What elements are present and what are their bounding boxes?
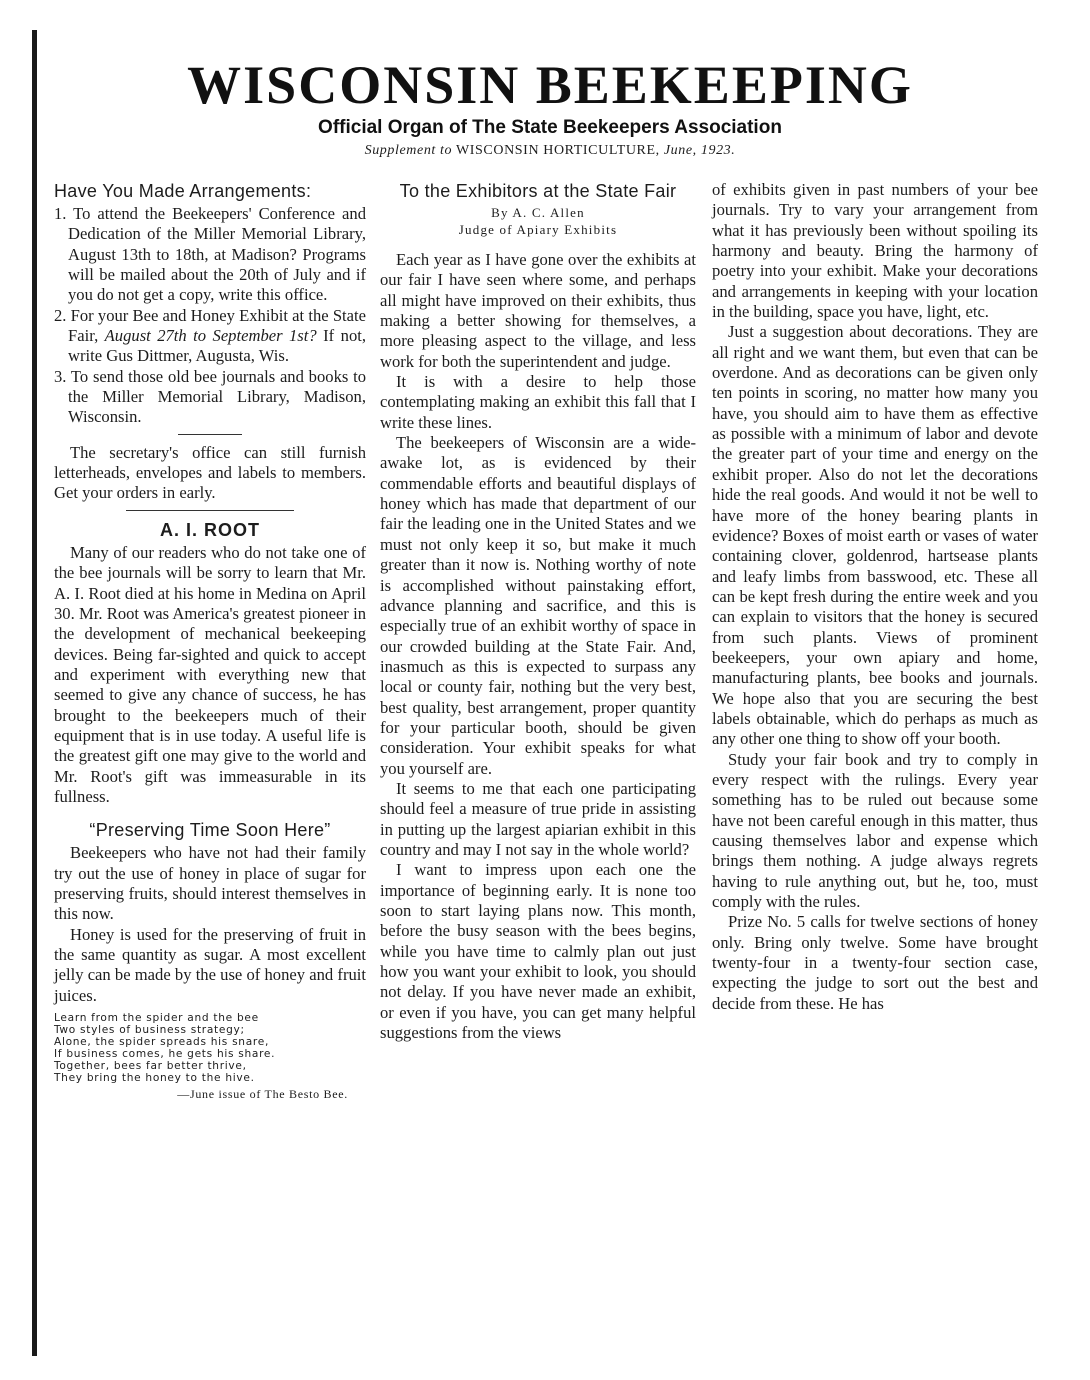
arrangements-item-2 xyxy=(54,306,366,367)
exhibitors-paragraph-6: of exhibits given in past numbers of your bee journals. Try to vary your arrangement from what it has previously been without spoiling its harmony and beauty. Bring the harmony of poetry into your exhibit. Make your decorations and arrangements in keeping with your location in the building, space you have, light, etc. xyxy=(712,180,1038,322)
spacer xyxy=(54,807,366,819)
column-left xyxy=(54,180,366,1102)
arrangements-list xyxy=(54,204,366,428)
divider xyxy=(178,434,242,435)
divider xyxy=(126,510,294,511)
supplement-date: June, 1923. xyxy=(663,143,736,158)
stationery-notice: The secretary's office can still furnish letterheads, envelopes and labels to members. Get your orders in early. xyxy=(54,442,366,503)
item2-text: 2. For your Bee and Honey Exhibit at the State Fair, xyxy=(54,305,366,346)
exhibitors-paragraph-5: I want to impress upon each one the importance of beginning early. It is none too soon to start laying plans now. This month, before the busy season with the bees begins, while you have time to calmly plan out just how you want your exhibit to look, you should not delay. If you have never made an exhibit, or even if you have, you can get many helpful suggestions from the views xyxy=(380,860,696,1043)
item2-contact: If not, write Gus Dittmer, Augusta, Wis. xyxy=(68,326,366,366)
exhibitors-paragraph-7: Just a suggestion about decorations. They are all right and we want them, but even that can be overdone. And as decorations can be given only ten points in scoring, no matter how many you have, you should aim to have them as effective as possible with a minimum of labor and devote the greater part of your time and energy on the exhibit proper. Also do not let the decorations hide the real goods. And would it not be well to have more of the honey bearing plants in evidence? Boxes of moist earth or vases of water containing clover, goldenrod, hartsease plants and leafy limbs from basswood, etc. These all can be kept fresh during the entire week and you can explain to visitors that the honey is secured from such plants. Views of prominent beekeepers, your own apiary and home, manufacturing plants, bee books and journals. We hope also that you are securing the best labels obtainable, which do perhaps as much as any other one thing to show off your booth. xyxy=(712,322,1038,749)
poem-line: If business comes, he gets his share. xyxy=(54,1048,276,1061)
exhibitors-paragraph-9: Prize No. 5 calls for twelve sections of honey only. Bring only twelve. Some have brought twenty-four in a twenty-four section case, expecting the judge to sort out the best and decide from these. He has xyxy=(712,912,1038,1013)
exhibitors-paragraph-3: The beekeepers of Wisconsin are a wide-awake lot, as is evidenced by their commendable efforts and beautiful displays of honey which has made that department of our fair the leading one in the United States and we must not only keep it so, but make it much greater than it now is. Nothing worthy of note is accomplished without painstaking effort, advance planning and sacrifice, and this is especially true of an exhibit worthy of space in our crowded building at the State Fair. And, inasmuch as this is expected to surpass any local or county fair, nothing but the very best, best quality, best arrangement, proper quantity for your particular booth, should be given consideration. Your exhibit speaks for what you yourself are. xyxy=(380,433,696,778)
poem-line: Alone, the spider spreads his snare, xyxy=(54,1036,270,1049)
masthead-title: WISCONSIN BEEKEEPING xyxy=(187,55,913,115)
preserving-paragraph-2: Honey is used for the preserving of fruit in the same quantity as sugar. A most excellent jelly can be made by the use of honey and fruit juices. xyxy=(54,924,366,1005)
supplement-label: Supplement to xyxy=(364,143,453,158)
column-middle xyxy=(380,180,696,1043)
poem-source: —June issue of The Besto Bee. xyxy=(177,1087,348,1102)
exhibitors-paragraph-2: It is with a desire to help those contemplating making an exhibit this fall that I write these lines. xyxy=(380,372,696,432)
arrangements-item-3: 3. To send those old bee journals and books to the Miller Memorial Library, Madison, Wisconsin. xyxy=(54,366,366,427)
poem xyxy=(54,1012,366,1102)
preserving-heading: “Preserving Time Soon Here” xyxy=(89,820,331,841)
poem-line: They bring the honey to the hive. xyxy=(54,1072,255,1085)
root-obituary: Many of our readers who do not take one of the bee journals will be sorry to learn that Mr. A. I. Root died at his home in Medina on April 30. Mr. Root was America's greatest pioneer in the development of mechanical beekeeping devices. Being far-sighted and quick to accept and experiment with everything new that seemed to give any chance of success, he has brought to the beekeepers much of their equipment that is in use today. A useful life is the greatest gift one may give to the world and Mr. Root's gift was immeasurable in its fullness. xyxy=(54,542,366,806)
fair-dates: August 27th to September 1st? xyxy=(104,326,317,346)
poem-line: Together, bees far better thrive, xyxy=(54,1060,247,1073)
poem-line: Learn from the spider and the bee xyxy=(54,1012,259,1025)
exhibitors-paragraph-8: Study your fair book and try to comply in every respect with the rulings. Every year something has to be ruled out because some have not been careful enough in this matter, thus causing themselves labor and expense which brings them nothing. A judge always regrets having to rule anything out, but he, too, must comply with the rules. xyxy=(712,749,1038,912)
exhibitors-paragraph-4: It seems to me that each one participating should feel a measure of true pride in assisting in putting up the largest apiarian exhibit in this country and may I not say in the whole world? xyxy=(380,778,696,859)
arrangements-item-1: 1. To attend the Beekeepers' Conference and Dedication of the Miller Memorial Library, August 13th to 18th, at Madison? Programs will be mailed about the 20th of July and if you do not get a copy, write this office. xyxy=(54,204,366,305)
masthead-supplement xyxy=(60,140,1040,162)
byline: By A. C. Allen xyxy=(491,205,585,220)
masthead-subtitle: Official Organ of The State Beekeepers Association xyxy=(318,117,782,138)
supplement-publication: WISCONSIN HORTICULTURE, xyxy=(455,143,660,158)
poem-line: Two styles of business strategy; xyxy=(54,1024,245,1037)
masthead xyxy=(60,56,1040,162)
preserving-paragraph-1: Beekeepers who have not had their family try out the use of honey in place of sugar for preserving fruits, should interest themselves in this now. xyxy=(54,843,366,924)
column-right xyxy=(712,180,1038,1014)
arrangements-heading: Have You Made Arrangements: xyxy=(54,181,312,201)
exhibitors-paragraph-1: Each year as I have gone over the exhibits at our fair I have seen where some, and perhaps all might have improved on their exhibits, thus making a better showing for themselves, a more pleasing aspect to the village, and less work for both the superintendent and judge. xyxy=(380,250,696,371)
exhibitors-heading: To the Exhibitors at the State Fair xyxy=(399,181,677,201)
margin-rule xyxy=(32,30,37,1356)
author-role: Judge of Apiary Exhibits xyxy=(458,222,618,237)
root-heading: A. I. ROOT xyxy=(160,519,260,540)
